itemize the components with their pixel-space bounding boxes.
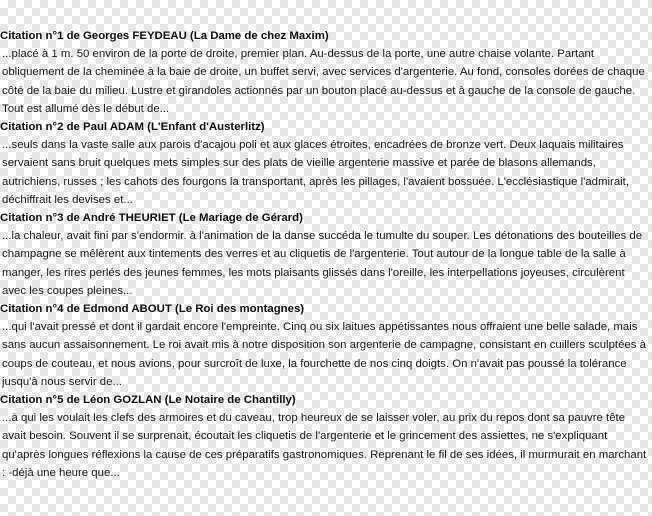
citation-title: Citation n°4 de Edmond ABOUT (Le Roi des montagnes) [0, 303, 305, 316]
citation-title: Citation n°3 de André THEURIET (Le Mariage de Gérard) [0, 212, 303, 225]
citation-4 [0, 300, 648, 391]
citation-3 [0, 209, 648, 300]
citations-document [0, 27, 648, 482]
citation-text: ...placé à 1 m. 50 environ de la porte de droite, premier plan. Au-dessus de la porte, une autre chaise volante. Partant obliquement de la cheminée à la baie de droite, un buffet servi, avec services d'argenterie. Au fond, consoles dorées de chaque côté de la baie du milieu. Lustre et girandoles actionnés par un bouton placé au-dessus et à gauche de la console de gauche. Tout est allumé dès le début de... [2, 48, 645, 115]
citation-title: Citation n°5 de Léon GOZLAN (Le Notaire de Chantilly) [0, 394, 296, 407]
citation-title: Citation n°2 de Paul ADAM (L'Enfant d'Austerlitz) [0, 121, 265, 134]
citation-2 [0, 118, 648, 209]
citation-text: ...qui l'avait pressé et dont il gardait encore l'empreinte. Cinq ou six laitues appétissantes nous offraient une belle salade, mais sans aucun assaisonnement. Le roi avait mis à notre disposition son argenterie de campagne, consistant en cuillers sculptées à coups de couteau, et nous avions, pour surcroît de luxe, la fourchette de nos cinq doigts. On n'avait pas poussé la tolérance jusqu'à nous servir de... [2, 321, 646, 388]
citation-text: ...à qui les voulait les clefs des armoires et du caveau, trop heureux de se laisser voler, au prix du repos dont sa pauvre tête avait besoin. Souvent il se surprenait, écoutait les cliquetis de l'argenterie et le grincement des assiettes, ne s'expliquant qu'après longues réflexions la cause de ces préparatifs gastronomiques. Reprenant le fil de ses idées, il murmurait en marchant : -déjà une heure que... [2, 412, 647, 479]
citation-text: ...la chaleur, avait fini par s'endormir. à l'animation de la danse succéda le tumulte du souper. Les détonations des bouteilles de champagne se mêlèrent aux tintements des verres et au cliquetis de l'argenterie. Tout autour de la longue table de la salle à manger, les rires perlés des jeunes femmes, les mots plaisants glissés dans l'oreille, les interpellations joyeuses, circulèrent avec les coupes pleines... [2, 230, 643, 297]
citation-5 [0, 391, 648, 482]
citation-title: Citation n°1 de Georges FEYDEAU (La Dame de chez Maxim) [0, 30, 329, 42]
citation-1 [0, 27, 648, 118]
citation-text: ...seuls dans la vaste salle aux parois d'acajou poli et aux glaces étroites, encadrées de bronze vert. Deux laquais militaires servaient sans bruit quelques mets simples sur des plats de vieille argenterie massive et parée de blasons allemands, autrichiens, russes ; les cahots des fourgons la transportant, après les pillages, l'avaient bossuée. L'ecclésiastique l'admirait, déchiffrait les devises et... [2, 139, 630, 206]
